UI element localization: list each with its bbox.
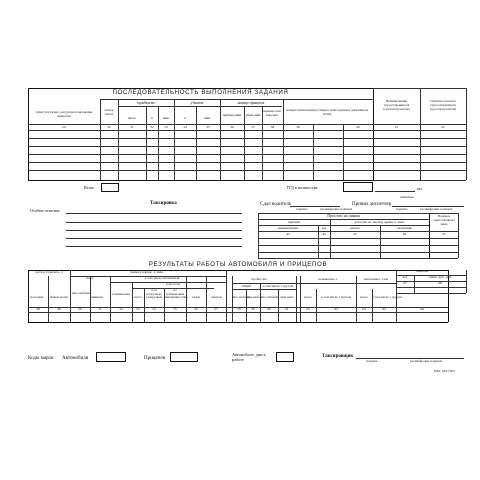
time-header: время в наряде, ч. мин.: [130, 270, 164, 274]
car-code-label: Автомобиля: [62, 356, 89, 361]
in-motion-header: в движе-нии: [112, 292, 130, 296]
salary-sum-header: сумма, руб., коп.: [428, 275, 452, 279]
total-box[interactable]: [101, 183, 119, 192]
res-num: 50: [78, 307, 82, 311]
col-arrival-header: прибытие: [137, 100, 155, 105]
in-idle-header: в простое: [166, 282, 180, 286]
entries-header: заездов: [210, 295, 222, 299]
sub-min-label: мин.: [162, 116, 170, 120]
sub-trailer-left-label: убыв-ший: [245, 113, 261, 117]
trailer-time-header: прицепа: [91, 295, 103, 299]
driver-handed-label: Сдал водитель: [260, 202, 291, 207]
dispatcher-decode-caption: расшифровка подписи: [420, 207, 453, 211]
car-time-header: авто-мобиля: [72, 291, 90, 295]
idle-sign-header: Подпись ответственного лица: [432, 214, 456, 226]
res-num: 48: [36, 307, 40, 311]
mileage-car-header: авто-мобиля: [232, 295, 250, 299]
print-mark: ПВС 184.7304: [434, 369, 455, 373]
res-num: 62: [306, 307, 310, 311]
col-shipper-header: Наименование грузоотправителя (грузополучателя): [383, 99, 410, 111]
idle-num: 46: [402, 232, 407, 236]
trailer-code-label: Прицепов: [144, 356, 166, 361]
col-num: 31: [130, 125, 134, 129]
res-num: 64: [362, 307, 366, 311]
mileage-header: пробег, км: [251, 277, 267, 281]
done-total-header: всего: [360, 295, 368, 299]
taxation-title: Таксировка: [150, 201, 177, 206]
res-num: 51: [98, 307, 102, 311]
col-num: 41: [394, 125, 399, 129]
col-stamp-header: Подпись и печать грузоотправителя (грузополучателя): [429, 99, 457, 111]
transported-loaded-header: в том числе с грузом: [321, 295, 351, 299]
car-code-box[interactable]: [96, 352, 126, 362]
salary-num: 47: [403, 281, 407, 285]
idle-cause-header: причина: [287, 220, 301, 224]
ttd-received: принятые: [400, 195, 414, 199]
fuel-actual-header: факти-чески: [50, 295, 68, 299]
taxer-signature-caption: подпись: [366, 359, 378, 363]
col-num: 33: [164, 125, 168, 129]
col-departure-header: убытие: [190, 100, 204, 105]
mileage-loaded-trailer-header: при-цепа: [280, 295, 294, 299]
trailer-code-box[interactable]: [170, 352, 198, 362]
fuel-norm-header: по норме: [30, 295, 44, 299]
col-num: 37: [251, 125, 255, 129]
transported-total-header: всего: [304, 295, 312, 299]
car-days-label: Автомобиле, дни в работе: [232, 352, 266, 362]
col-num: 40: [356, 125, 360, 129]
driver-decode-caption: расшифровка подписи: [320, 207, 353, 211]
idle-num: 45: [353, 232, 357, 236]
car-days-box[interactable]: [276, 352, 294, 362]
res-num: 52: [119, 307, 123, 311]
col-num: 34: [183, 125, 187, 129]
col-num: 38: [270, 125, 275, 129]
res-num: 59: [251, 307, 255, 311]
col-num: 42: [441, 125, 445, 129]
dispatcher-accepted-label: Принял диспетчер: [352, 202, 392, 207]
trips-header: ездок: [192, 295, 200, 299]
section-2-title: РЕЗУЛЬТАТЫ РАБОТЫ АВТОМОБИЛЯ И ПРИЦЕПОВ: [148, 261, 328, 268]
ttd-unit: шт.: [417, 186, 423, 191]
col-ttd-header: номера прилагаемых товарно-транспортных документов (ТТД): [286, 108, 368, 116]
sub-dep-hour-label: ч.: [183, 116, 187, 120]
sub-trailer-recoupled-label: перецеп-лен/ перецеп: [262, 109, 282, 117]
time-car-header: в том числе автомобиля: [144, 276, 180, 280]
mileage-loaded-car-header: авто-мобиля: [260, 295, 278, 299]
res-num: 61: [285, 307, 289, 311]
idle-datetime-header: дата (число, месяц), время, ч. мин.: [354, 220, 405, 224]
res-num: 65: [382, 307, 386, 311]
transported-header: перевезено, т: [318, 277, 338, 281]
res-num: 49: [57, 307, 61, 311]
salary-num: 48: [438, 281, 442, 285]
col-num: 36: [230, 125, 234, 129]
mileage-loaded-header: в том числе с грузом: [263, 284, 293, 288]
fuel-header: расход горючего, л: [35, 270, 63, 274]
col-num: 39: [296, 125, 300, 129]
idle-code-header: код: [321, 226, 327, 230]
col-num: 32: [150, 125, 154, 129]
taxer-label: Таксировщик: [322, 354, 354, 359]
sub-trailer-arrived-label: прибыв-ший: [222, 113, 242, 117]
col-trailer-header: номер прицепа: [237, 100, 265, 105]
done-header: выполнено, т-км: [364, 277, 388, 281]
time-total-header: всего: [86, 276, 94, 280]
col-num: 30: [107, 125, 111, 129]
idle-name-header: наименование: [277, 226, 299, 230]
mileage-general-header: общий: [241, 284, 251, 288]
res-num: 56: [194, 307, 198, 311]
res-num: 66: [420, 307, 424, 311]
res-num: 60: [267, 307, 271, 311]
sub-day-label: число: [127, 116, 137, 120]
idle-end-header: окончание: [396, 226, 413, 230]
done-loaded-header: в том числе с грузом: [372, 295, 402, 299]
res-num: 55: [173, 307, 177, 311]
idle-num: 43: [286, 232, 290, 236]
section-1-title: ПОСЛЕДОВАТЕЛЬНОСТЬ ВЫПОЛНЕНИЯ ЗАДАНИЯ: [112, 89, 289, 96]
sub-hour-label: ч.: [150, 116, 154, 120]
ttd-count-label: ТТД в количестве: [286, 185, 318, 190]
col-num: 35: [206, 125, 210, 129]
col-num: 29: [62, 125, 66, 129]
driver-signature-caption: подпись: [296, 207, 308, 211]
idle-num: 47: [442, 232, 446, 236]
res-num: 53: [136, 307, 140, 311]
taxer-decode-caption: расшифровка подписи: [410, 359, 443, 363]
sub-dep-min-label: мин.: [204, 116, 211, 120]
idle-num: 44: [322, 232, 326, 236]
brand-codes-label: Коды марок:: [28, 356, 55, 361]
col-order-header: номер заказа: [104, 108, 114, 116]
res-num: 54: [152, 307, 156, 311]
idle-start-header: начало: [350, 226, 360, 230]
mileage-trailer-header: при-цепа: [246, 295, 260, 299]
idle-all-header: всего: [134, 295, 142, 299]
total-label: Всего: [84, 185, 95, 190]
dispatcher-signature-caption: подпись: [396, 207, 408, 211]
special-notes-label: Особые отметки:: [30, 208, 61, 213]
ttd-count-box[interactable]: [343, 182, 373, 192]
res-num: 58: [237, 307, 241, 311]
res-num: 63: [334, 307, 338, 311]
salary-header: Зарплата: [415, 269, 429, 273]
res-num: 57: [214, 307, 218, 311]
tech-header: по техническим неисправностям: [164, 288, 188, 300]
idle-title: Простои на линии: [327, 213, 360, 218]
col-point-header: пункт погрузки, разгрузки и перецепки прицепов: [35, 110, 93, 118]
loading-header: под погрузкой, разгрузкой: [146, 288, 162, 300]
salary-code-header: код: [402, 275, 408, 279]
